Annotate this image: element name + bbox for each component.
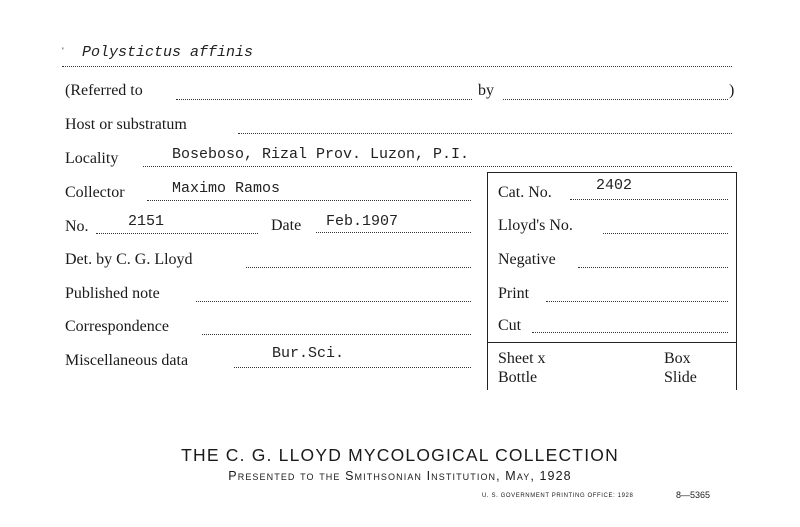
cat-no-value: 2402: [596, 177, 633, 194]
no-label: No.: [65, 218, 89, 235]
collector-value: Maximo Ramos: [172, 180, 281, 197]
stray-marks: ': [62, 46, 65, 56]
correspondence-label: Correspondence: [65, 318, 169, 335]
date-label: Date: [271, 217, 302, 234]
close-paren: ): [729, 82, 735, 99]
correspondence-line: [202, 334, 471, 335]
date-line: [316, 232, 471, 233]
cat-no-label: Cat. No.: [498, 184, 552, 201]
negative-line: [578, 267, 728, 268]
referred-to-label: (Referred to: [65, 82, 143, 99]
host-label: Host or substratum: [65, 116, 187, 133]
box-right-border: [736, 172, 737, 390]
box-label: Box: [664, 350, 691, 367]
misc-data-value: Bur.Sci.: [272, 345, 345, 362]
collection-title: THE C. G. LLOYD MYCOLOGICAL COLLECTION: [181, 445, 619, 465]
locality-line: [143, 166, 732, 167]
box-top-border: [487, 172, 737, 173]
form-number: 8—5365: [676, 490, 711, 500]
slide-label: Slide: [664, 369, 697, 386]
published-note-label: Published note: [65, 285, 160, 302]
referred-to-line: [176, 99, 472, 100]
cat-no-line: [570, 199, 728, 200]
no-line: [96, 233, 258, 234]
by-label: by: [478, 82, 494, 99]
collector-label: Collector: [65, 184, 125, 201]
locality-value: Boseboso, Rizal Prov. Luzon, P.I.: [172, 146, 470, 163]
print-label: Print: [498, 285, 530, 302]
published-note-line: [196, 301, 471, 302]
negative-label: Negative: [498, 251, 556, 268]
misc-data-line: [234, 367, 471, 368]
box-divider: [487, 342, 737, 343]
no-value: 2151: [128, 213, 165, 230]
print-line: [546, 301, 728, 302]
cut-line: [532, 332, 728, 333]
by-line: [503, 99, 728, 100]
det-by-line: [246, 267, 471, 268]
collection-subtitle: Presented to the Smithsonian Institution, May, 1928: [228, 469, 572, 483]
det-by-label: Det. by C. G. Lloyd: [65, 251, 193, 268]
misc-data-label: Miscellaneous data: [65, 352, 189, 369]
printing-office-imprint: U. S. GOVERNMENT PRINTING OFFICE: 1928: [482, 493, 634, 499]
bottle-label: Bottle: [498, 369, 538, 386]
box-left-border: [487, 172, 488, 390]
sheet-label: Sheet x: [498, 350, 546, 367]
host-line: [238, 133, 732, 134]
cut-label: Cut: [498, 317, 522, 334]
collector-line: [147, 200, 471, 201]
lloyds-no-label: Lloyd's No.: [498, 217, 573, 234]
species-name: Polystictus affinis: [82, 44, 254, 61]
date-value: Feb.1907: [326, 213, 399, 230]
lloyds-no-line: [603, 233, 728, 234]
species-line: [62, 66, 732, 67]
locality-label: Locality: [65, 150, 119, 167]
